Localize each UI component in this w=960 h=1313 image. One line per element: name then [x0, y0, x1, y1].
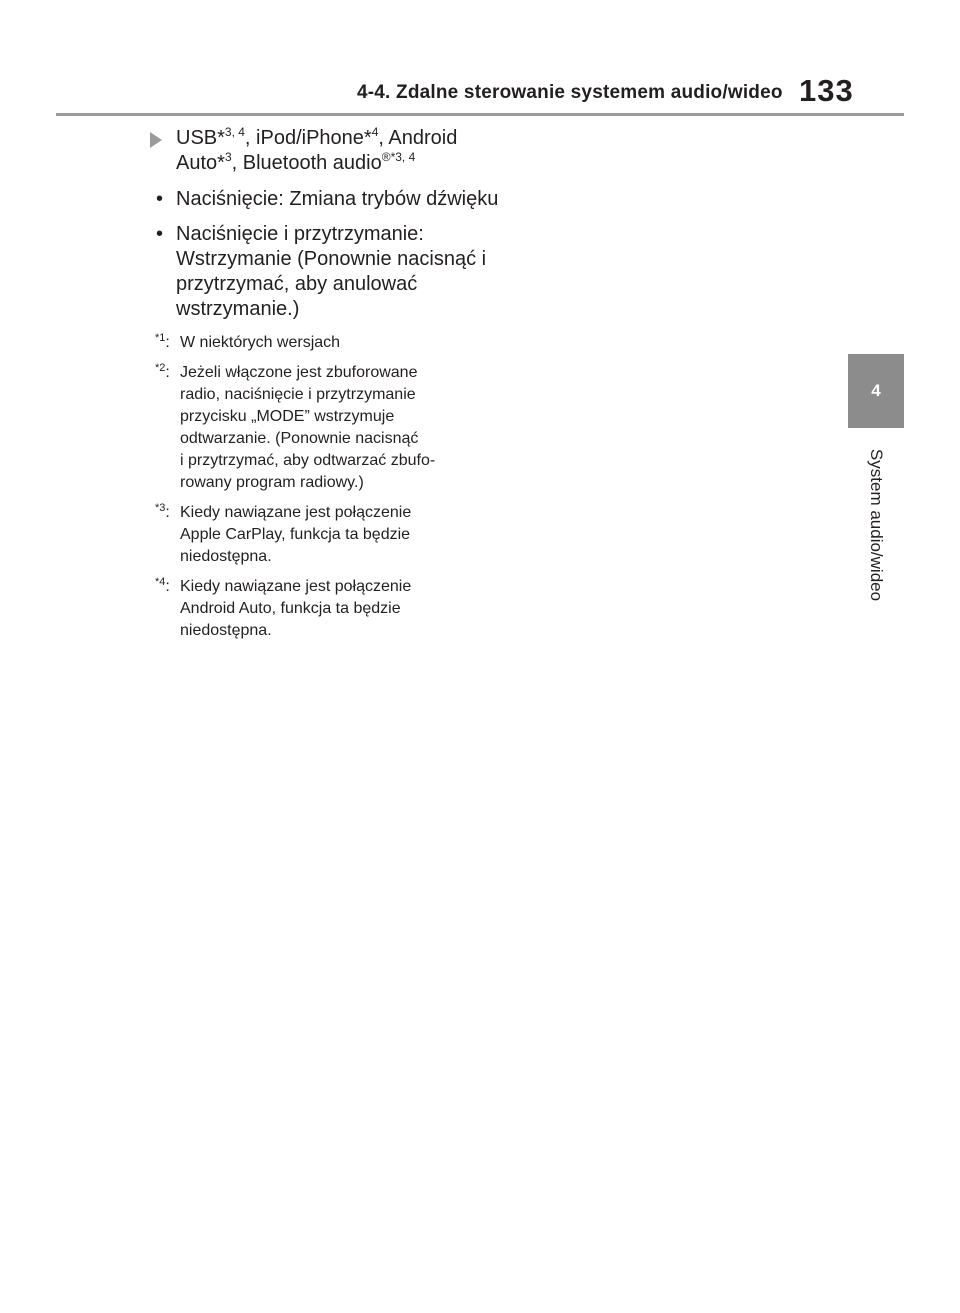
heading-text: USB*$^{3, 4}$, iPod/iPhone*$^4$, Android Auto*$^3$, Bluetooth audio$^{®*3, 4}$ [176, 125, 458, 174]
footnote-line: rowany program radiowy.) [180, 474, 364, 491]
footnote-line: niedostępna. [180, 622, 272, 639]
footnote-line: Kiedy nawiązane jest połączenie [180, 578, 412, 595]
footnote-line: Android Auto, funkcja ta będzie [180, 600, 401, 617]
footnote-line: odtwarzanie. (Ponownie nacisnąć [180, 430, 419, 447]
footnote [150, 502, 510, 568]
page-number: 133 [799, 73, 854, 108]
footnote-line: przycisku „MODE” wstrzymuje [180, 408, 395, 425]
page-content [150, 124, 510, 642]
chapter-number: 4 [871, 381, 881, 400]
footnote [150, 362, 510, 494]
triangle-bullet-icon [150, 132, 162, 148]
footnote-marker: $^{*2}$: [155, 362, 170, 381]
footnote-marker: $^{*4}$: [155, 576, 170, 595]
bullet-item [150, 187, 510, 212]
section-title: 4-4. Zdalne sterowanie systemem audio/wideo [357, 82, 783, 103]
footnote [150, 576, 510, 642]
footnote-line: Apple CarPlay, funkcja ta będzie [180, 526, 411, 543]
footnote-marker: $^{*3}$: [155, 502, 170, 521]
bullet-text: Naciśnięcie: Zmiana trybów dźwięku [176, 188, 499, 210]
chapter-label-text: System audio/wideo [867, 448, 886, 602]
footnote-line: Jeżeli włączone jest zbuforowane [180, 364, 418, 381]
header-divider [56, 113, 904, 116]
subsection-heading [150, 126, 510, 176]
bullet-text: Naciśnięcie i przytrzymanie: Wstrzymanie (Ponownie nacisnąć i przytrzymać, aby anulować wstrzymanie.) [176, 223, 487, 320]
bullet-marker: • [156, 188, 164, 210]
footnote-marker: $^{*1}$: [155, 332, 170, 351]
footnote-line: niedostępna. [180, 548, 272, 565]
bullet-marker: • [156, 223, 164, 245]
footnote-line: i przytrzymać, aby odtwarzać zbufo- [180, 452, 436, 469]
footnote [150, 332, 510, 354]
chapter-tab [848, 354, 904, 428]
footnote-line: radio, naciśnięcie i przytrzymanie [180, 386, 416, 403]
bullet-item [150, 222, 510, 322]
footnote-line: Kiedy nawiązane jest połączenie [180, 504, 412, 521]
footnote-line: W niektórych wersjach [180, 334, 341, 351]
